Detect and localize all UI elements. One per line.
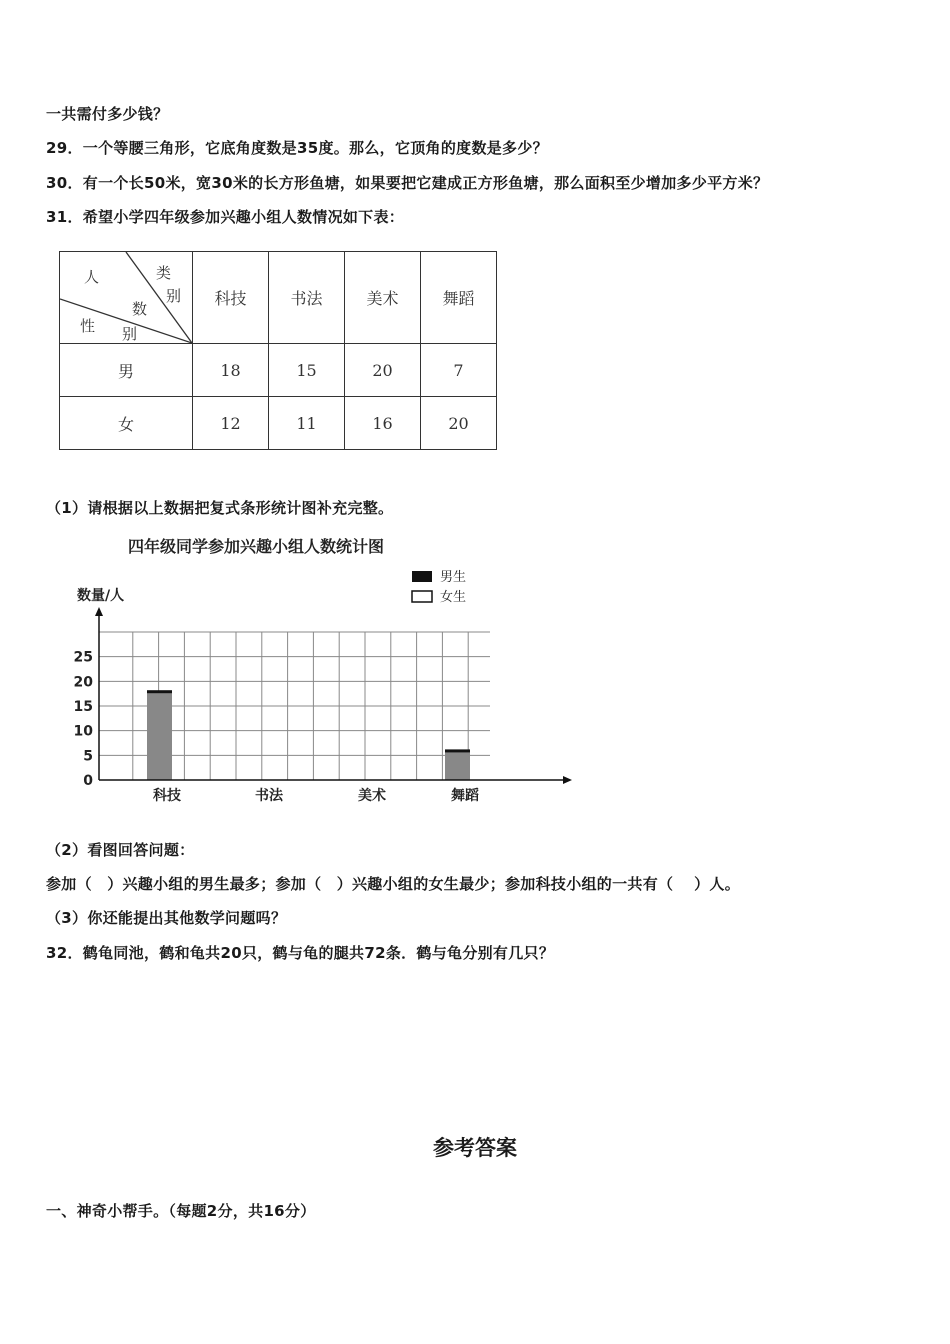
table-row — [60, 397, 497, 450]
y-tick-label: 0 — [83, 773, 93, 789]
corner-label-bie1: 别 — [166, 287, 182, 305]
table-header: 美术 — [345, 252, 421, 344]
x-tick-labels — [153, 787, 479, 804]
chart-title: 四年级同学参加兴趣小组人数统计图 — [128, 537, 385, 556]
question-31-part2-fill: 参加（ ）兴趣小组的男生最多；参加（ ）兴趣小组的女生最少；参加科技小组的一共有（ ）人。 — [46, 875, 741, 893]
x-tick-label: 书法 — [255, 788, 283, 804]
question-30: 30．有一个长50米，宽30米的长方形鱼塘，如果要把它建成正方形鱼塘，那么面积至少增加多少平方米？ — [46, 174, 769, 192]
table-cell: 15 — [269, 344, 345, 397]
answers-title: 参考答案 — [433, 1136, 517, 1160]
table-cell: 20 — [345, 344, 421, 397]
row-label: 男 — [60, 344, 193, 397]
y-axis-arrow — [95, 607, 103, 616]
chart-bars — [147, 690, 470, 780]
y-axis-label: 数量/人 — [77, 588, 125, 604]
bar-boys-cap — [147, 690, 172, 693]
corner-label-xing: 性 — [80, 317, 96, 335]
corner-label-lei: 类 — [156, 264, 172, 282]
section-1-title: 一、神奇小帮手。（每题2分，共16分） — [46, 1202, 316, 1220]
interest-group-table — [59, 251, 497, 450]
legend-swatch-boys — [412, 571, 432, 582]
table-row — [60, 344, 497, 397]
question-32: 32．鹤龟同池，鹤和龟共20只，鹤与龟的腿共72条．鹤与龟分别有几只？ — [46, 944, 555, 962]
y-tick-label: 20 — [73, 674, 93, 691]
y-tick-label: 10 — [73, 723, 93, 740]
question-31: 31．希望小学四年级参加兴趣小组人数情况如下表： — [46, 208, 405, 226]
bar-boys — [445, 750, 470, 780]
question-31-part3: （3）你还能提出其他数学问题吗？ — [46, 909, 287, 927]
row-label: 女 — [60, 397, 193, 450]
corner-label-ren: 人 — [84, 268, 100, 286]
table-header: 科技 — [193, 252, 269, 344]
corner-label-bie2: 别 — [122, 325, 138, 343]
table-cell: 7 — [421, 344, 497, 397]
bar-boys-cap — [445, 749, 470, 752]
legend-label-girls: 女生 — [440, 590, 467, 605]
table-cell: 12 — [193, 397, 269, 450]
legend-label-boys: 男生 — [440, 570, 467, 585]
y-tick-label: 5 — [83, 748, 93, 765]
x-tick-label: 舞蹈 — [451, 788, 479, 804]
table-cell: 16 — [345, 397, 421, 450]
y-tick-labels — [74, 650, 94, 789]
question-31-part2: （2）看图回答问题： — [46, 841, 195, 859]
y-tick-label: 15 — [73, 699, 93, 715]
corner-label-shu: 数 — [132, 300, 148, 318]
question-31-part1: （1）请根据以上数据把复式条形统计图补充完整。 — [46, 499, 394, 517]
x-tick-label: 美术 — [358, 788, 386, 804]
bar-chart — [60, 528, 580, 808]
table-cell: 20 — [421, 397, 497, 450]
x-tick-label: 科技 — [153, 788, 181, 804]
legend-swatch-girls — [412, 591, 432, 602]
table-header: 舞蹈 — [421, 252, 497, 344]
q28-tail: 一共需付多少钱？ — [46, 105, 169, 123]
table-cell: 11 — [269, 397, 345, 450]
bar-boys — [147, 691, 172, 780]
table-cell: 18 — [193, 344, 269, 397]
table-corner-cell — [60, 252, 193, 344]
x-axis-arrow — [563, 776, 572, 784]
question-29: 29．一个等腰三角形，它底角度数是35度。那么，它顶角的度数是多少？ — [46, 139, 548, 157]
y-tick-label: 25 — [73, 649, 93, 666]
table-header: 书法 — [269, 252, 345, 344]
